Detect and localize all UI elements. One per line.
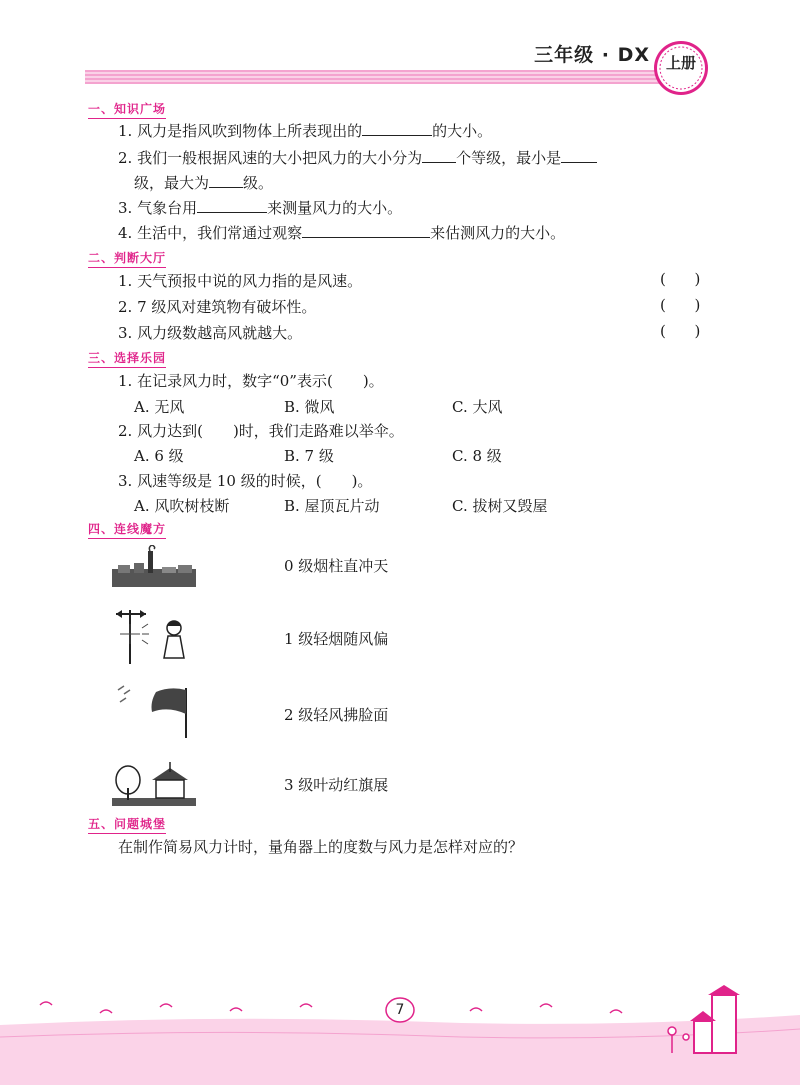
s2-item-1: 1. 天气预报中说的风力指的是风速。	[118, 272, 363, 290]
s2-answer-paren-1[interactable]: ( )	[660, 270, 701, 288]
s3-q3-option-a[interactable]: A. 风吹树枝断	[134, 497, 230, 515]
s3-q3-text-b: )。	[351, 472, 373, 490]
s1-question-4	[118, 222, 565, 243]
s3-q2-option-a[interactable]: A. 6 级	[134, 447, 184, 465]
s1-question-2-cont	[134, 172, 273, 193]
match-item-0[interactable]: 0 级烟柱直冲天	[284, 557, 389, 575]
answer-blank[interactable]	[362, 121, 432, 136]
s3-q1-option-b[interactable]: B. 微风	[284, 398, 335, 416]
s3-question-1	[118, 370, 384, 391]
s1-q3-text-a: 3. 气象台用	[118, 199, 198, 217]
answer-blank[interactable]	[422, 148, 456, 163]
match-item-3[interactable]: 3 级叶动红旗展	[284, 776, 389, 794]
s3-q1-option-c[interactable]: C. 大风	[452, 398, 503, 416]
wind-vane-girl-icon	[112, 606, 196, 666]
s3-q1-option-a[interactable]: A. 无风	[134, 398, 185, 416]
volume-badge-label: 上册	[665, 54, 696, 72]
s3-q3-option-b[interactable]: B. 屋顶瓦片动	[284, 497, 380, 515]
answer-blank[interactable]	[197, 198, 267, 213]
s1-question-2	[118, 147, 597, 168]
section-5-title: 五、问题城堡	[88, 815, 166, 834]
s1-question-3	[118, 197, 402, 218]
s2-item-3: 3. 风力级数越高风就越大。	[118, 324, 303, 342]
s3-q1-text-a: 1. 在记录风力时，数字“0”表示(	[118, 372, 333, 390]
page-number: 7	[395, 1002, 405, 1018]
answer-blank[interactable]	[561, 148, 597, 163]
s1-q4-text-a: 4. 生活中，我们常通过观察	[118, 224, 303, 242]
tree-house-icon	[112, 760, 196, 806]
smoke-chimney-icon	[112, 545, 196, 587]
section-3-title: 三、选择乐园	[88, 349, 166, 368]
s3-question-3	[118, 470, 372, 491]
section-1-title: 一、知识广场	[88, 100, 166, 119]
section-2-title: 二、判断大厅	[88, 249, 166, 268]
answer-blank[interactable]	[302, 223, 430, 238]
s3-q1-text-b: )。	[362, 372, 384, 390]
red-flag-icon	[112, 684, 196, 738]
s1-q2-text-b: 个等级，最小是	[456, 149, 562, 167]
s2-answer-paren-3[interactable]: ( )	[660, 322, 701, 340]
s5-question: 在制作简易风力计时，量角器上的度数与风力是怎样对应的？	[118, 838, 524, 856]
s3-q3-text-a: 3. 风速等级是 10 级的时候，(	[118, 472, 322, 490]
s3-q2-text-a: 2. 风力达到(	[118, 422, 203, 440]
s3-question-2	[118, 420, 404, 441]
s1-q2-text-d: 级。	[243, 174, 274, 192]
match-item-2[interactable]: 2 级轻风拂脸面	[284, 706, 389, 724]
s1-q2-text-a: 2. 我们一般根据风速的大小把风力的大小分为	[118, 149, 423, 167]
s2-item-2: 2. 7 级风对建筑物有破坏性。	[118, 298, 317, 316]
s1-q1-text-a: 1. 风力是指风吹到物体上所表现出的	[118, 122, 363, 140]
answer-blank[interactable]	[209, 173, 243, 188]
header-band	[85, 70, 685, 84]
s1-question-1	[118, 120, 492, 141]
s1-q1-text-b: 的大小。	[432, 122, 493, 140]
s3-q2-option-b[interactable]: B. 7 级	[284, 447, 334, 465]
section-4-title: 四、连线魔方	[88, 520, 166, 539]
s1-q2-text-c: 级，最大为	[134, 174, 210, 192]
match-item-1[interactable]: 1 级轻烟随风偏	[284, 630, 389, 648]
s1-q3-text-b: 来测量风力的大小。	[267, 199, 403, 217]
s1-q4-text-b: 来估测风力的大小。	[430, 224, 566, 242]
s3-q3-option-c[interactable]: C. 拔树又毁屋	[452, 497, 548, 515]
page-header-title: 三年级 · DX	[534, 44, 650, 66]
s3-q2-option-c[interactable]: C. 8 级	[452, 447, 502, 465]
s3-q2-text-b: )时，我们走路难以举伞。	[232, 422, 404, 440]
s2-answer-paren-2[interactable]: ( )	[660, 296, 701, 314]
